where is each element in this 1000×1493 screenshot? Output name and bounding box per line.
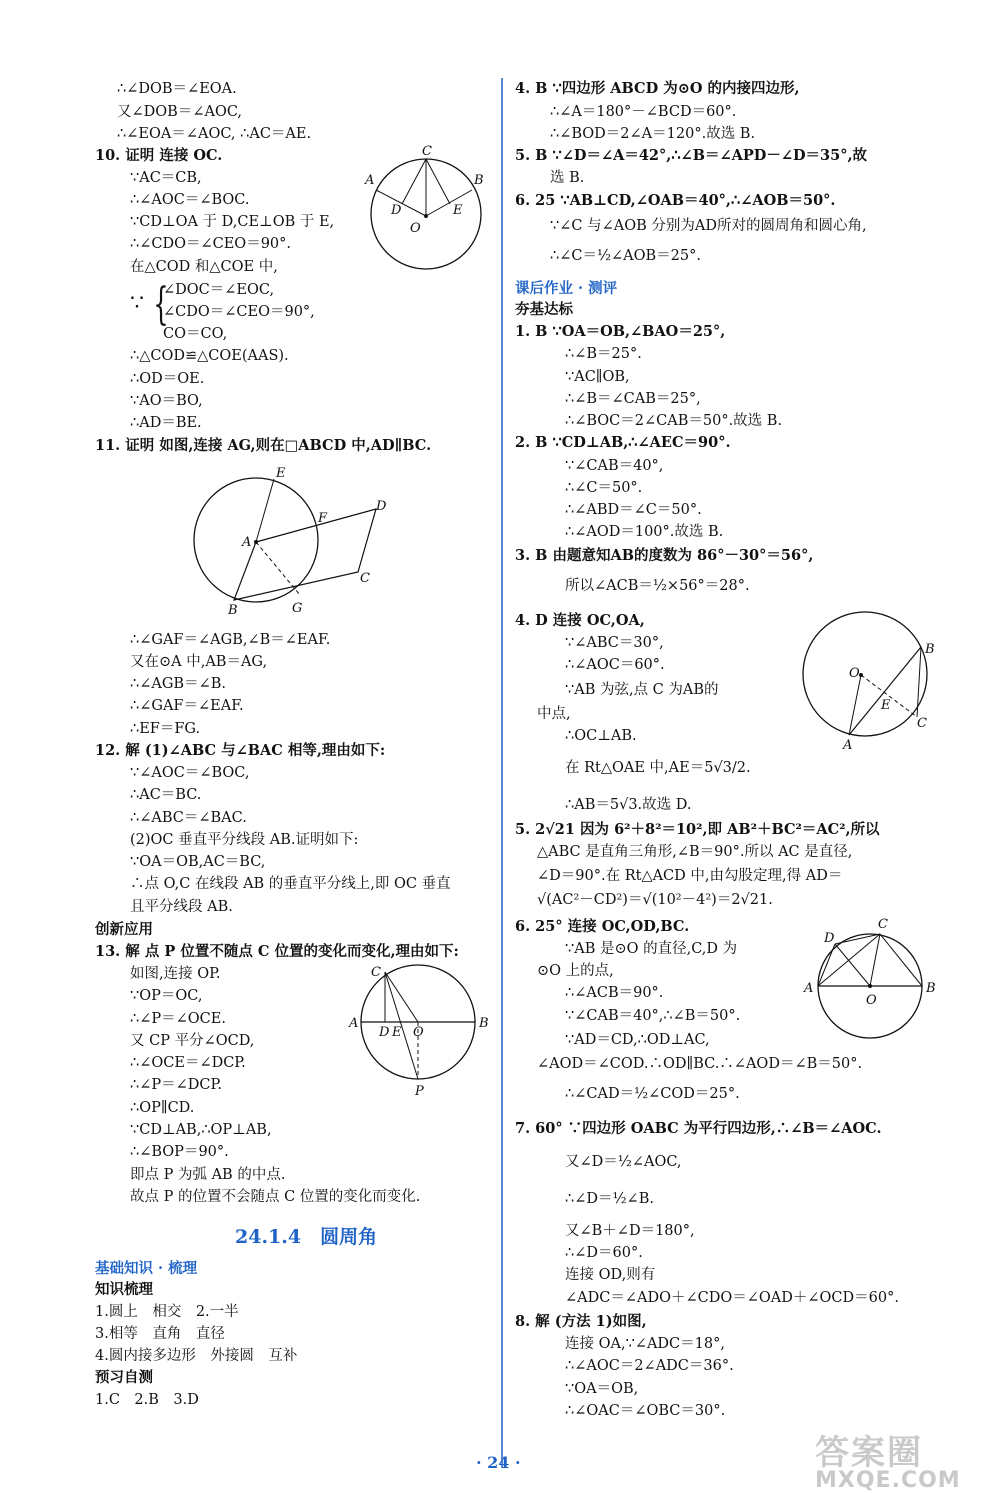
- answer-8: 8. 解 (方法 1)如图,: [515, 1313, 647, 1330]
- fig10-label: O: [410, 221, 421, 236]
- answer-4: 4. B ∵四边形 ABCD 为⊙O 的内接四边形,: [515, 80, 800, 97]
- fig13-label: P: [415, 1084, 424, 1099]
- text-line: 连接 OA,∵∠ADC＝18°,: [565, 1336, 725, 1352]
- text-line: ∴∠D＝½∠B.: [565, 1191, 654, 1207]
- fig6-label: B: [926, 981, 936, 996]
- text-line: 即点 P 为弧 AB 的中点.: [130, 1167, 286, 1183]
- watermark-line1: 答案圈: [815, 1433, 923, 1473]
- text-line: ∠D＝90°.在 Rt△ACD 中,由勾股定理,得 AD＝: [537, 868, 843, 884]
- text-line: 在 Rt△OAE 中,AE＝5√3/2.: [565, 760, 751, 776]
- text-line: ∴∠OAC＝∠OBC＝30°.: [565, 1403, 726, 1419]
- text-line: ∵CD⊥AB,∴OP⊥AB,: [130, 1122, 272, 1138]
- section-heading: 基础知识 · 梳理: [95, 1260, 198, 1277]
- text-line: ∴∠BOD＝2∠A＝120°.故选 B.: [550, 126, 756, 142]
- text-line: ∴∠BOC＝2∠CAB＝50°.故选 B.: [565, 413, 783, 429]
- text-line: 1.C 2.B 3.D: [95, 1392, 199, 1408]
- text-line: ∵OP＝OC,: [130, 988, 203, 1004]
- figure-q11: [188, 462, 398, 622]
- text-line: 所以∠ACB＝½×56°＝28°.: [565, 578, 750, 594]
- text-line: ∴∠ACB＝90°.: [565, 985, 664, 1001]
- text-line: ∴∠ABD＝∠C＝50°.: [565, 502, 702, 518]
- text-line: 故点 P 的位置不会随点 C 位置的变化而变化.: [130, 1189, 421, 1205]
- text-line: 在△COD 和△COE 中,: [130, 259, 278, 275]
- text-line: ∴OC⊥AB.: [565, 728, 637, 744]
- text-line: ∴∠EOA＝∠AOC, ∴AC＝AE.: [117, 126, 312, 142]
- fig13-label: O: [413, 1025, 424, 1040]
- fig10-label: E: [453, 203, 463, 218]
- text-line: ∴∠DOB＝∠EOA.: [117, 81, 237, 97]
- text-line: ∵∠AOC＝∠BOC,: [130, 765, 250, 781]
- section-title: 24.1.4 圆周角: [235, 1226, 378, 1248]
- text-line: ∠ADC＝∠ADO＋∠CDO＝∠OAD＋∠OCD＝60°.: [565, 1290, 899, 1306]
- text-line: ∠AOD＝∠COD.∴OD∥BC.∴∠AOD＝∠B＝50°.: [537, 1056, 863, 1072]
- figure-q10: [362, 142, 492, 270]
- text-line: 如图,连接 OP.: [130, 966, 221, 982]
- fig13-label: E: [392, 1025, 402, 1040]
- text-line: 又∠DOB＝∠AOC,: [117, 104, 243, 120]
- fig6-label: A: [804, 981, 814, 996]
- fig11-label: E: [276, 466, 286, 481]
- text-line: ∴∠AOC＝∠BOC.: [130, 192, 250, 208]
- subsection-label: 预习自测: [95, 1369, 153, 1386]
- question-12: 12. 解 (1)∠ABC 与∠BAC 相等,理由如下:: [95, 742, 386, 759]
- text-line: ∴∠CDO＝∠CEO＝90°.: [130, 236, 292, 252]
- figure-r4: [793, 605, 943, 750]
- text-line: ∵CD⊥OA 于 D,CE⊥OB 于 E,: [130, 214, 335, 230]
- text-line: 又∠B＋∠D＝180°,: [565, 1223, 695, 1239]
- fig11-label: C: [360, 571, 370, 586]
- text-line: 中点,: [537, 706, 571, 722]
- answer-2: 2. B ∵CD⊥AB,∴∠AEC＝90°.: [515, 434, 731, 451]
- fig11-label: G: [292, 601, 303, 616]
- text-line: ∴∠P＝∠OCE.: [130, 1011, 226, 1027]
- text-line: 连接 OD,则有: [565, 1267, 656, 1283]
- brace: {: [153, 279, 169, 330]
- figure-q13: [345, 962, 495, 1102]
- text-line: ∴∠ABC＝∠BAC.: [130, 810, 247, 826]
- page-number: · 24 ·: [476, 1453, 521, 1472]
- section-label: 创新应用: [95, 921, 153, 938]
- text-line: ∵∠CAB＝40°,∴∠B＝50°.: [565, 1008, 741, 1024]
- watermark-line2: MXQE.COM: [815, 1468, 961, 1493]
- question-11: 11. 证明 如图,连接 AG,则在□ABCD 中,AD∥BC.: [95, 437, 432, 454]
- text-line: ∴∠D＝60°.: [565, 1245, 643, 1261]
- fig10-label: D: [391, 203, 402, 218]
- column-divider: [501, 78, 503, 1468]
- text-line: CO＝CO,: [163, 326, 228, 342]
- text-line: ⊙O 上的点,: [537, 963, 614, 979]
- text-line: ∴△COD≌△COE(AAS).: [130, 348, 289, 364]
- text-line: ∠CDO＝∠CEO＝90°,: [163, 304, 315, 320]
- fig6-label: O: [866, 993, 877, 1008]
- question-10: 10. 证明 连接 OC.: [95, 147, 223, 164]
- text-line: ∴AC＝BC.: [130, 787, 202, 803]
- text-line: 又在⊙A 中,AB＝AG,: [130, 654, 268, 670]
- subsection-label: 知识梳理: [95, 1281, 153, 1298]
- answer-5: 5. B ∵∠D＝∠A＝42°,∴∠B＝∠APD－∠D＝35°,故: [515, 147, 868, 164]
- text-line: ∵AC＝CB,: [130, 170, 202, 186]
- fig4-label: C: [917, 716, 927, 731]
- because-sign: ∵: [130, 291, 144, 316]
- text-line: ∴OD＝OE.: [130, 371, 205, 387]
- text-line: ∴∠GAF＝∠EAF.: [130, 698, 244, 714]
- text-line: ∵∠C 与∠AOB 分别为AD所对的圆周角和圆心角,: [550, 218, 867, 234]
- fig10-label: A: [365, 173, 375, 188]
- text-line: ∴∠B＝25°.: [565, 346, 642, 362]
- text-line: ∴EF＝FG.: [130, 721, 201, 737]
- text-line: √(AC²－CD²)＝√(10²－4²)＝2√21.: [537, 892, 773, 908]
- fig11-label: F: [318, 511, 328, 526]
- subsection-label: 夯基达标: [515, 301, 573, 318]
- text-line: ∴∠CAD＝½∠COD＝25°.: [565, 1086, 740, 1102]
- text-line: ∴AB＝5√3.故选 D.: [565, 797, 692, 813]
- fig4-label: B: [925, 642, 935, 657]
- question-13: 13. 解 点 P 位置不随点 C 位置的变化而变化,理由如下:: [95, 943, 459, 960]
- text-line: ∴∠GAF＝∠AGB,∠B＝∠EAF.: [130, 632, 331, 648]
- text-line: 又 CP 平分∠OCD,: [130, 1033, 255, 1049]
- text-line: △ABC 是直角三角形,∠B＝90°.所以 AC 是直径,: [537, 844, 853, 860]
- fig13-label: D: [379, 1025, 390, 1040]
- text-line: ∴OP∥CD.: [130, 1100, 195, 1116]
- text-line: ∵∠CAB＝40°,: [565, 458, 664, 474]
- text-line: ∠DOC＝∠EOC,: [163, 282, 275, 298]
- text-line: ∵OA＝OB,: [565, 1381, 639, 1397]
- watermark: [815, 1425, 961, 1493]
- text-line: ∴∠AOC＝60°.: [565, 657, 665, 673]
- text-line: ∵AC∥OB,: [565, 369, 630, 385]
- fig10-label: C: [422, 144, 432, 159]
- text-line: ∴AD＝BE.: [130, 415, 202, 431]
- text-line: (2)OC 垂直平分线段 AB.证明如下:: [130, 832, 359, 848]
- text-line: ∴∠C＝½∠AOB＝25°.: [550, 248, 701, 264]
- fig4-label: A: [843, 738, 853, 750]
- fig11-label: D: [376, 499, 387, 514]
- answer-4b: 4. D 连接 OC,OA,: [515, 612, 645, 629]
- answer-5b: 5. 2√21 因为 6²＋8²＝10²,即 AB²＋BC²＝AC²,所以: [515, 821, 880, 838]
- text-line: 且平分线段 AB.: [130, 899, 233, 915]
- fig13-label: C: [371, 965, 381, 980]
- text-line: ∴∠AOC＝2∠ADC＝36°.: [565, 1358, 734, 1374]
- fig10-label: B: [474, 173, 484, 188]
- answer-1: 1. B ∵OA＝OB,∠BAO＝25°,: [515, 323, 726, 340]
- fig6-label: D: [824, 931, 835, 946]
- answer-7: 7. 60° ∵四边形 OABC 为平行四边形,∴∠B＝∠AOC.: [515, 1120, 882, 1137]
- text-line: ∴点 O,C 在线段 AB 的垂直平分线上,即 OC 垂直: [130, 876, 451, 892]
- text-line: ∵AB 是⊙O 的直径,C,D 为: [565, 941, 738, 957]
- text-line: ∴∠AOD＝100°.故选 B.: [565, 524, 724, 540]
- text-line: ∵∠ABC＝30°,: [565, 635, 664, 651]
- answer-6: 6. 25 ∵AB⊥CD,∠OAB＝40°,∴∠AOB＝50°.: [515, 192, 836, 209]
- fig13-label: B: [479, 1016, 489, 1031]
- fig6-label: C: [878, 917, 888, 932]
- text-line: ∵OA＝OB,AC＝BC,: [130, 854, 266, 870]
- text-line: ∴∠AGB＝∠B.: [130, 676, 226, 692]
- text-line: ∴∠B＝∠CAB＝25°,: [565, 391, 701, 407]
- text-line: 3.相等 直角 直径: [95, 1326, 225, 1342]
- text-line: ∵AD＝CD,∴OD⊥AC,: [565, 1032, 710, 1048]
- text-line: ∴∠C＝50°.: [565, 480, 643, 496]
- fig11-label: B: [228, 603, 238, 618]
- text-line: 又∠D＝½∠AOC,: [565, 1154, 682, 1170]
- answer-3: 3. B 由题意知AB的度数为 86°－30°＝56°,: [515, 547, 814, 564]
- text-line: ∴∠OCE＝∠DCP.: [130, 1055, 246, 1071]
- fig11-label: A: [242, 535, 252, 550]
- text-line: 1.圆上 相交 2.一半: [95, 1304, 239, 1320]
- text-line: 选 B.: [550, 170, 585, 186]
- text-line: ∵AO＝BO,: [130, 393, 203, 409]
- fig4-label: E: [881, 698, 891, 713]
- fig13-label: A: [349, 1016, 359, 1031]
- answer-6b: 6. 25° 连接 OC,OD,BC.: [515, 918, 690, 935]
- text-line: ∴∠BOP＝90°.: [130, 1144, 229, 1160]
- text-line: ∴∠A＝180°－∠BCD＝60°.: [550, 104, 737, 120]
- section-heading: 课后作业 · 测评: [515, 280, 618, 297]
- figure-r6: [800, 912, 945, 1042]
- fig4-label: O: [849, 666, 860, 681]
- text-line: ∵AB 为弦,点 C 为AB的: [565, 682, 719, 698]
- text-line: 4.圆内接多边形 外接圆 互补: [95, 1348, 298, 1364]
- text-line: ∴∠P＝∠DCP.: [130, 1077, 222, 1093]
